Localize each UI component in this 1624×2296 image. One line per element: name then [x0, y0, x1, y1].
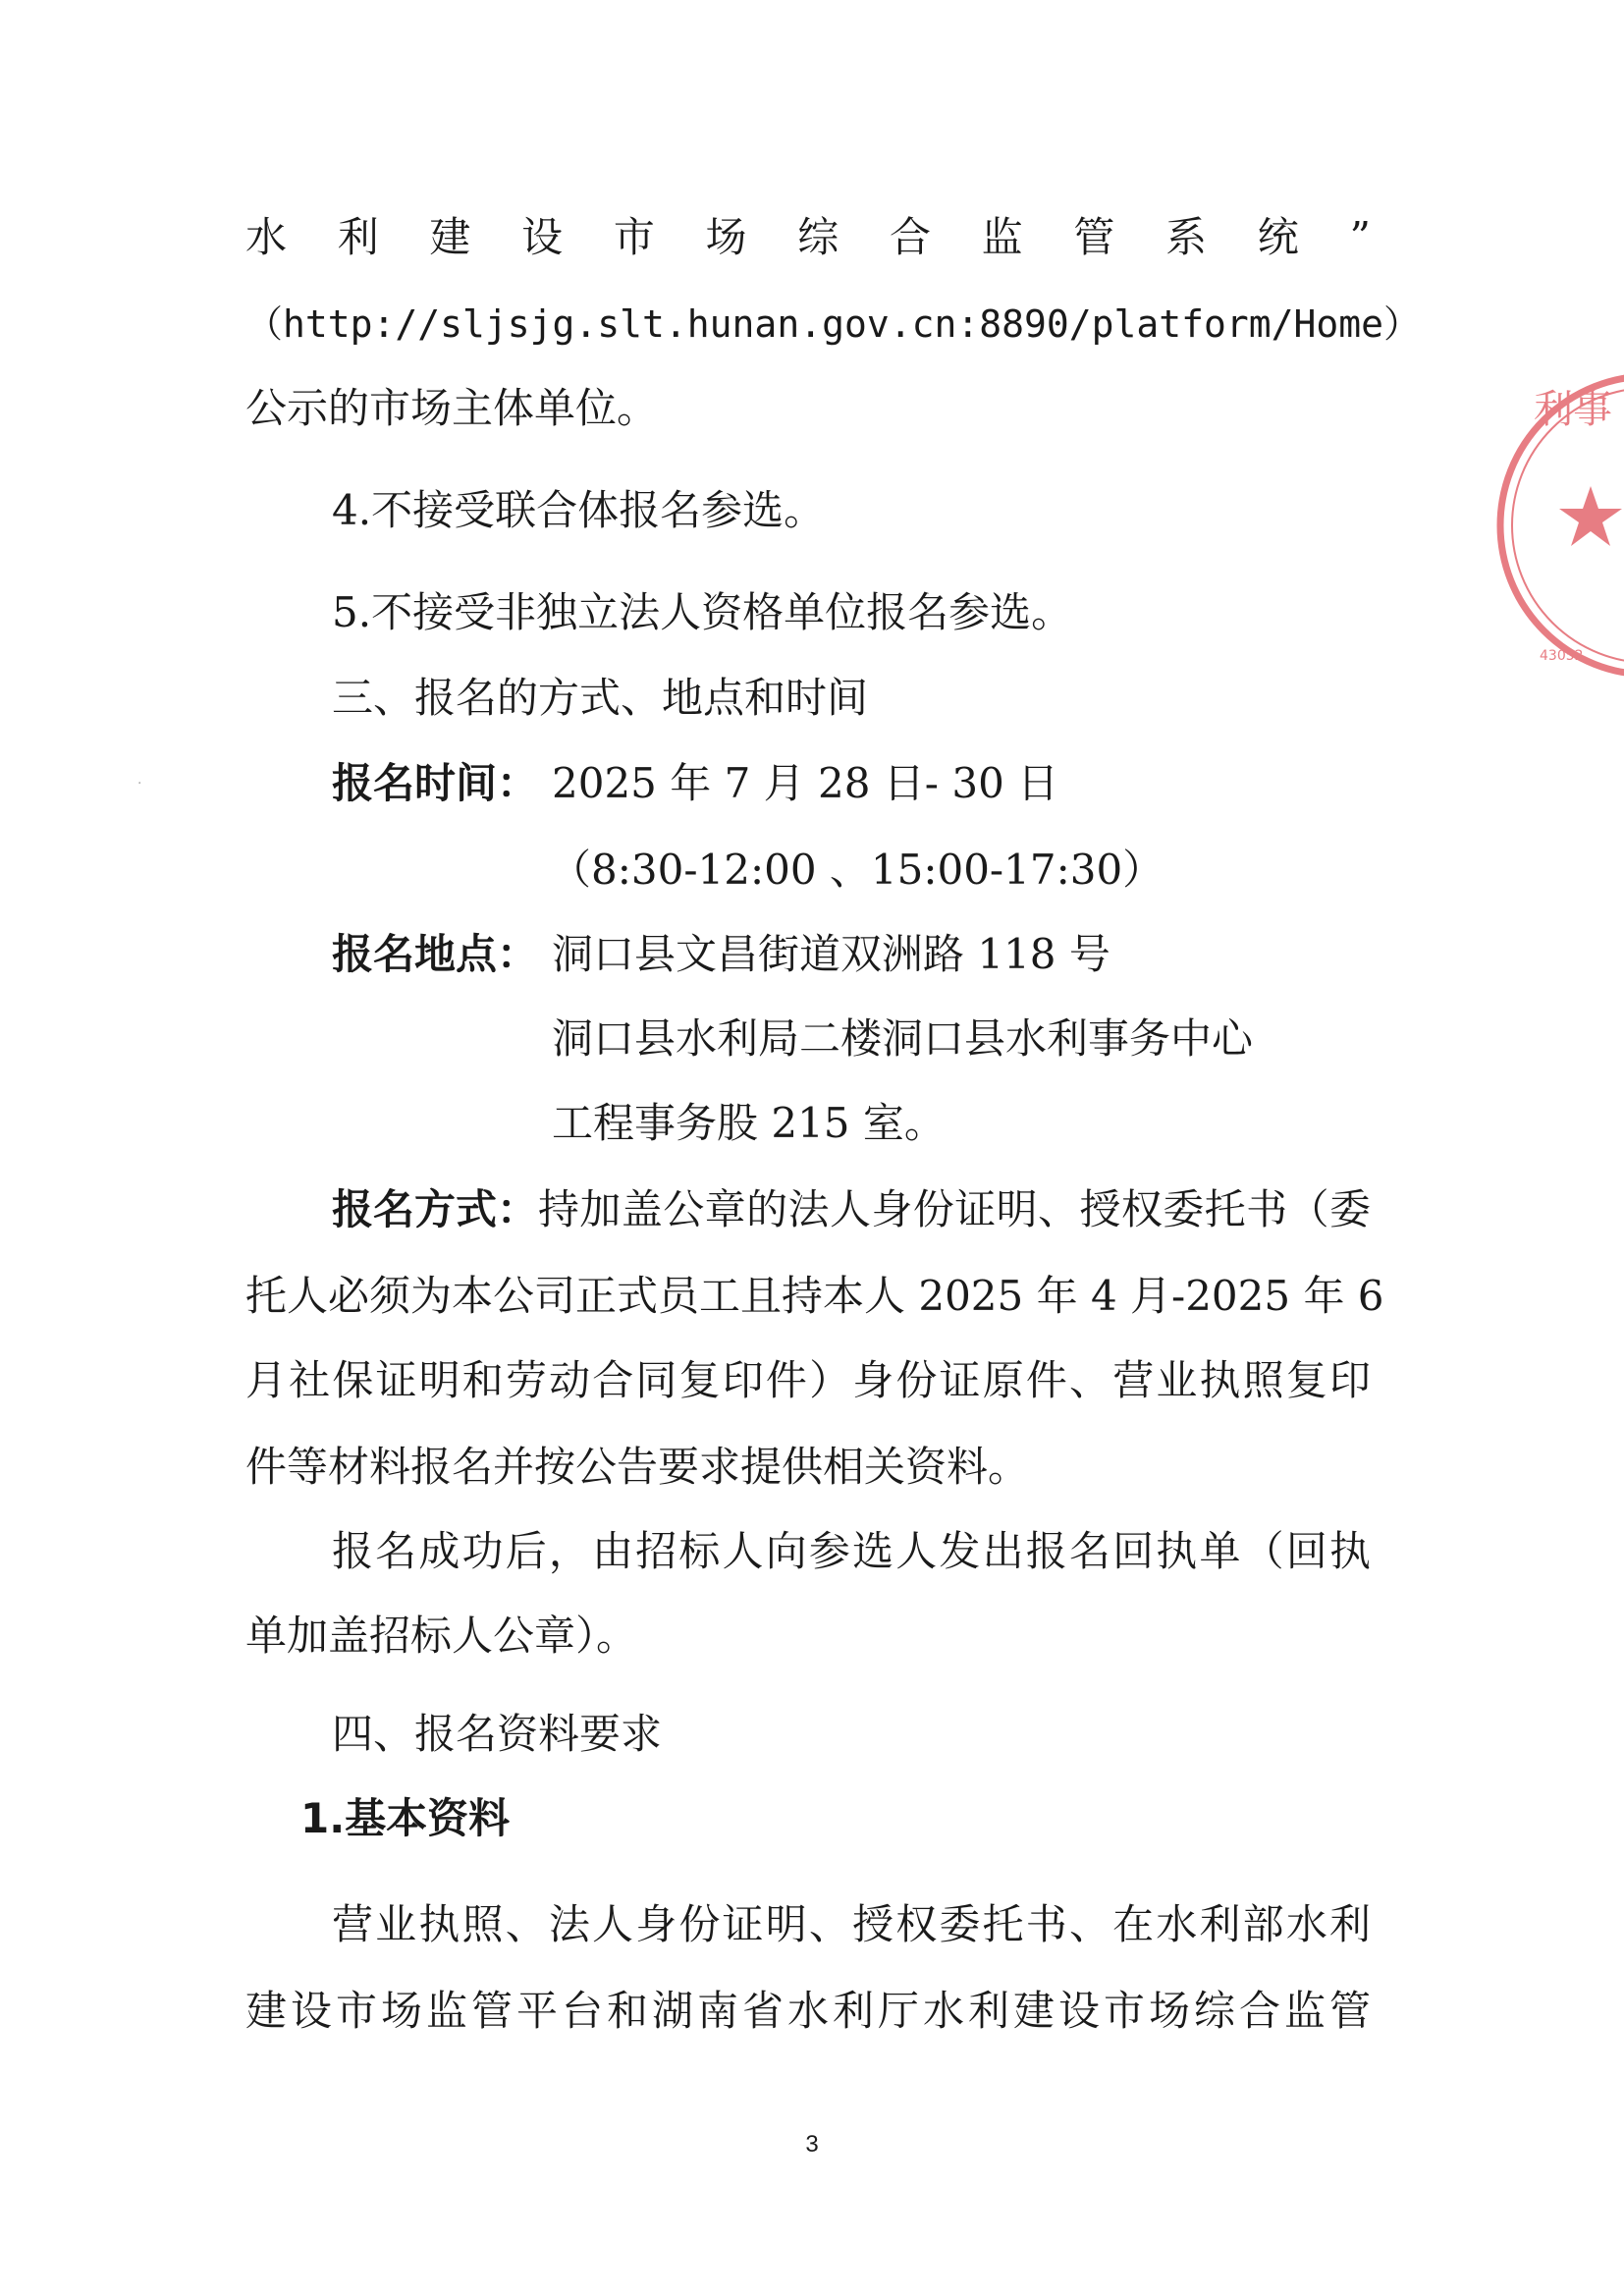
page-number: 3: [805, 2131, 819, 2158]
section-heading: 三、报名的方式、地点和时间: [332, 674, 869, 722]
time-value: 2025 年 7 月 28 日- 30 日: [552, 759, 1059, 807]
scan-speck: ·: [137, 776, 142, 792]
method-label: 报名方式：: [332, 1185, 539, 1233]
place-line: 洞口县文昌街道双洲路 118 号: [552, 930, 1110, 978]
list-item: 5.不接受非独立法人资格单位报名参选。: [332, 588, 1073, 636]
sub-heading: 1.基本资料: [300, 1794, 511, 1842]
time-hours: （8:30-12:00 、15:00-17:30）: [550, 846, 1164, 894]
list-item: 4.不接受联合体报名参选。: [332, 486, 826, 534]
paragraph-line: 建设市场监管平台和湖南省水利厅水利建设市场综合监管: [245, 1987, 1371, 2035]
paragraph-line: 报名成功后，由招标人向参选人发出报名回执单（回执: [332, 1527, 1371, 1575]
paragraph-line: 单加盖招标人公章）。: [245, 1612, 638, 1660]
section-heading: 四、报名资料要求: [332, 1710, 663, 1758]
method-line: 件等材料报名并按公告要求提供相关资料。: [245, 1443, 1030, 1491]
place-line: 洞口县水利局二楼洞口县水利事务中心: [552, 1014, 1254, 1063]
time-label: 报名时间：: [332, 759, 539, 807]
method-line: 持加盖公章的法人身份证明、授权委托书（委: [538, 1185, 1371, 1233]
seal-star-icon: [1559, 486, 1622, 546]
method-line: 托人必须为本公司正式员工且持本人 2025 年 4 月-2025 年 6: [245, 1272, 1384, 1320]
seal-text: 利事: [1534, 387, 1612, 432]
text-line: 公示的市场主体单位。: [245, 384, 659, 432]
method-line: 月社保证明和劳动合同复印件）身份证原件、营业执照复印: [245, 1356, 1371, 1404]
paragraph-line: 营业执照、法人身份证明、授权委托书、在水利部水利: [332, 1900, 1371, 1948]
seal-code: 43052: [1540, 648, 1584, 664]
place-line: 工程事务股 215 室。: [552, 1099, 946, 1147]
place-label: 报名地点：: [332, 930, 539, 978]
text-line: 水利建设市场综合监管系统”: [245, 213, 1371, 261]
url-line: （http://sljsjg.slt.hunan.gov.cn:8890/platform/Home）: [245, 302, 1422, 346]
official-seal: [1483, 363, 1624, 687]
